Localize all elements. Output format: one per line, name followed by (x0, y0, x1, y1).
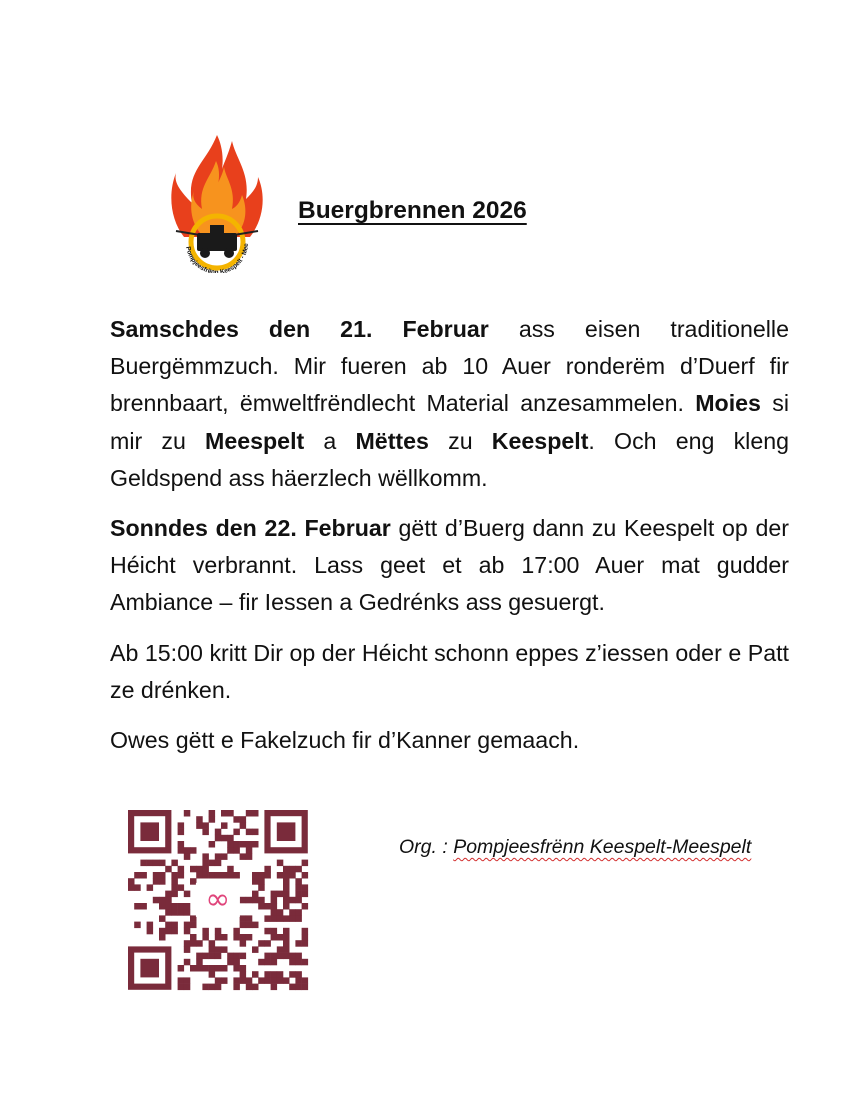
organizer-prefix: Org. : (399, 836, 454, 858)
paragraph-torch-parade: Owes gëtt e Fakelzuch fir d’Kanner gemaach. (110, 727, 580, 754)
text-span: a (304, 427, 356, 454)
organizer-line (399, 836, 751, 859)
qr-code (126, 809, 310, 991)
infinity-icon: ∞ (205, 881, 231, 917)
paragraph-sunday (110, 510, 789, 622)
text-span: . Och eng kleng Geldspend ass häerzlech wëllkomm. (110, 427, 790, 491)
text-span: zu (428, 427, 492, 454)
sunday-date: Sonndes den 22. Februar (110, 515, 391, 542)
text-span: si mir zu (110, 390, 789, 454)
document-body (110, 311, 789, 772)
text-span: ass eisen traditionelle Buergëmmzuch. Mir fueren ab 10 Auer ronderëm d’Duerf fir brennbaart, ëmweltfrëndlecht Material anzesammelen. (110, 316, 789, 417)
paragraph-food: Ab 15:00 kritt Dir op der Héicht schonn eppes z’iessen oder e Patt ze drénken. (110, 639, 789, 703)
morning-label: Moies (695, 390, 761, 417)
page-title: Buergbrennen 2026 (298, 197, 527, 224)
afternoon-label: Mëttes (355, 427, 429, 454)
logo-ring-text: Pompjeesfrënn Keespelt - Mee (184, 243, 251, 273)
village-keespelt: Keespelt (491, 427, 589, 454)
text-span: gëtt d’Buerg dann zu Keespelt op der Héicht verbrannt. Lass geet et ab 17:00 Auer mat gudder Ambiance – fir Iessen a Gedrénks ass gesuergt. (110, 515, 789, 616)
fire-brigade-logo (166, 133, 268, 273)
village-meespelt: Meespelt (205, 427, 305, 454)
paragraph-saturday (110, 311, 789, 497)
organizer-name: Pompjeesfrënn Keespelt-Meespelt (453, 836, 752, 858)
saturday-date: Samschdes den 21. Februar (110, 316, 489, 342)
